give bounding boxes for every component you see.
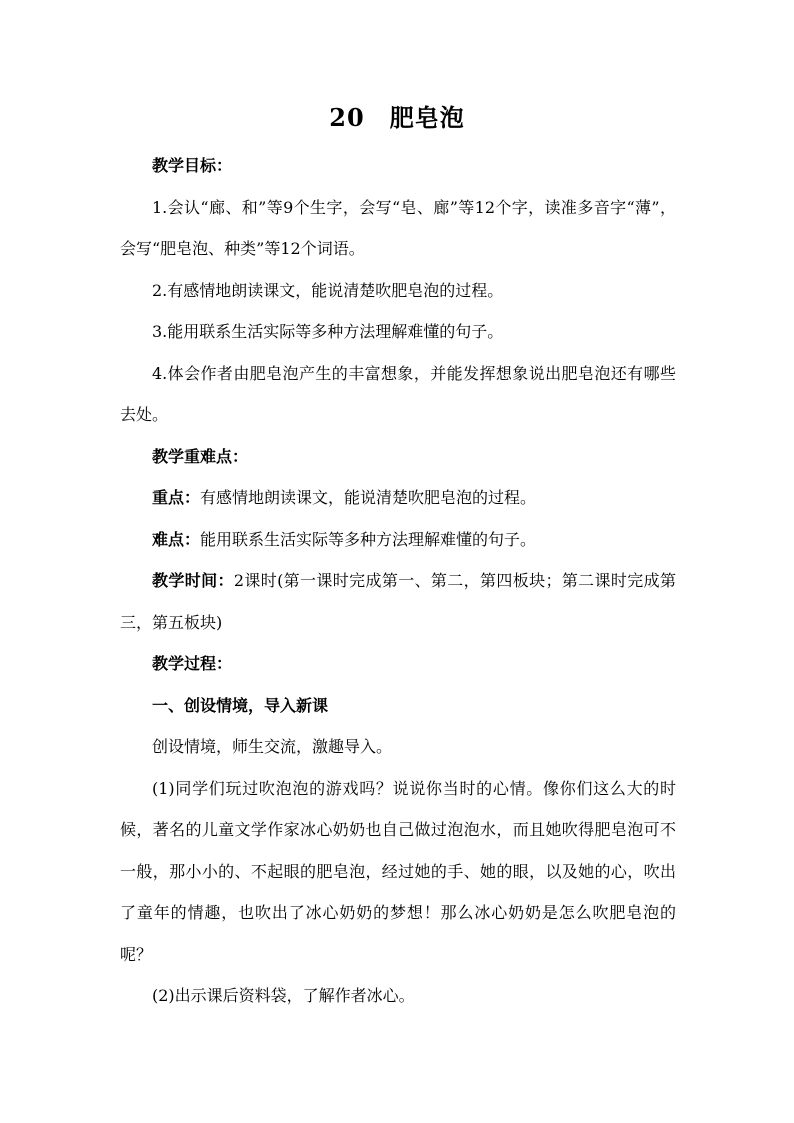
section1-intro: 创设情境，师生交流，激趣导入。	[152, 737, 393, 756]
difficulty-text: 能用联系生活实际等多种方法理解难懂的句子。	[200, 529, 537, 549]
time-label: 教学时间：	[152, 571, 234, 590]
difficulty-paragraph	[120, 519, 676, 561]
lesson-title: 20 肥皂泡	[329, 103, 465, 132]
objective-item: 3.能用联系生活实际等多种方法理解难懂的句子。	[152, 322, 504, 341]
process-heading: 教学过程：	[152, 654, 233, 673]
objective-item: 2.有感情地朗读课文，能说清楚吹肥皂泡的过程。	[152, 280, 504, 300]
section1-paragraph: (2)出示课后资料袋，了解作者冰心。	[152, 986, 415, 1005]
section1-heading: 一、创设情境，导入新课	[152, 695, 329, 715]
key-point-paragraph	[120, 477, 676, 519]
key-points-heading: 教学重难点：	[152, 446, 249, 466]
section1-paragraph: (1)同学们玩过吹泡泡的游戏吗？说说你当时的心情。像你们这么大的时候，著名的儿童文学作家冰心奶奶也自己做过泡泡水，而且她吹得肥皂泡可不一般，那小小的、不起眼的肥皂泡，经过她的手、她的眼，以及她的心，吹出了童年的情趣，也吹出了冰心奶奶的梦想！那么冰心奶奶是怎么吹肥皂泡的呢？	[120, 778, 676, 964]
lesson-content	[120, 145, 676, 1017]
objective-item: 4.体会作者由肥皂泡产生的丰富想象，并能发挥想象说出肥皂泡还有哪些去处。	[120, 363, 676, 424]
key-point-label: 重点：	[152, 488, 201, 507]
time-text: 2课时(第一课时完成第一、第二，第四板块；第二课时完成第三，第五板块)	[120, 571, 676, 632]
key-point-text: 有感情地朗读课文，能说清楚吹肥皂泡的过程。	[200, 488, 537, 507]
time-paragraph	[120, 560, 676, 643]
difficulty-label: 难点：	[152, 529, 201, 549]
objective-item: 1.会认“廊、和”等9个生字，会写“皂、廊”等12个字，读准多音字“薄”，会写“肥皂泡、种类”等12个词语。	[120, 197, 676, 258]
objectives-heading: 教学目标：	[152, 156, 233, 175]
